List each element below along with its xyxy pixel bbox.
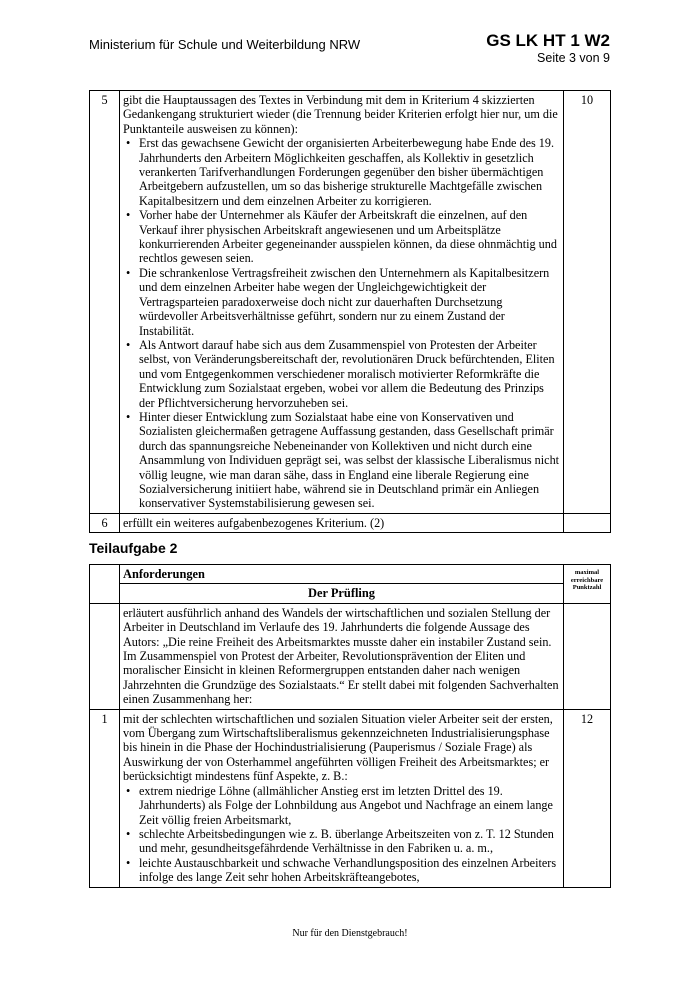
list-item: • extrem niedrige Löhne (allmählicher Anstieg erst im letzten Drittel des 19. Jahrhunderts) als Folge der Lohnbildung aus Angebot und Nachfrage an einem lange Zeit völlig freien Arbeitsmarkt, bbox=[123, 784, 560, 827]
ministry-name: Ministerium für Schule und Weiterbildung NRW bbox=[89, 37, 361, 52]
criterion-points bbox=[564, 513, 611, 532]
criterion-intro: mit der schlechten wirtschaftlichen und sozialen Situation vieler Arbeiter seit der ersten, vom Übergang zum Wirtschaftsliberalismus gekennzeichneten Industrialisierungsphase bis hinein in die Phase der Hochindustrialisierung (Pauperismus / Soziale Frage) als Auswirkung der von Osterhammel angeführten völligen Freiheit des Arbeitsmarktes; er berücksichtigt mindestens fünf Aspekte, z. B.: bbox=[123, 711, 553, 784]
criterion-text bbox=[120, 709, 564, 887]
page-header bbox=[486, 31, 610, 66]
criteria-table-2 bbox=[89, 564, 611, 888]
criterion-intro: gibt die Hauptaussagen des Textes in Verbindung mit dem in Kriterium 4 skizzierten Gedankengang strukturiert wieder (die Trennung beider Kriterien erfolgt hier nur, um die Punktanteile ausweisen zu können): bbox=[123, 93, 558, 136]
page-number: Seite 3 von 9 bbox=[537, 51, 610, 65]
table-row bbox=[90, 709, 611, 887]
exam-code: GS LK HT 1 W2 bbox=[486, 31, 610, 50]
criteria-table-1 bbox=[89, 90, 611, 533]
list-item: • Vorher habe der Unternehmer als Käufer der Arbeitskraft die einzelnen, auf den Verkauf ihrer physischen Arbeitskraft angewiesenen und um Arbeitsplätze konkurrierenden Arbeiter gegeneinander ausspielen können, da diese ohnmächtig und rechtlos gewesen seien. bbox=[123, 208, 560, 266]
criterion-points: 12 bbox=[564, 709, 611, 887]
max-points-heading: maximal erreichbare Punktzahl bbox=[564, 565, 611, 604]
candidate-heading: Der Prüfling bbox=[120, 584, 564, 603]
table-row bbox=[90, 603, 611, 709]
criterion-text bbox=[120, 91, 564, 514]
bullet-list bbox=[123, 784, 560, 885]
table-header-row bbox=[90, 584, 611, 603]
table-header-row bbox=[90, 565, 611, 584]
requirements-heading: Anforderungen bbox=[120, 565, 564, 584]
footer-note: Nur für den Dienstgebrauch! bbox=[292, 928, 408, 939]
criterion-points: 10 bbox=[564, 91, 611, 514]
list-item: • schlechte Arbeitsbedingungen wie z. B. überlange Arbeitszeiten von z. T. 12 Stunden und mehr, gesundheitsgefährdende Verhältnisse in den Fabriken u. a. m., bbox=[123, 827, 560, 856]
list-item: • leichte Austauschbarkeit und schwache Verhandlungsposition des einzelnen Arbeiters infolge des lange Zeit sehr hohen Arbeitskräfteangebotes, bbox=[123, 856, 560, 885]
criterion-text: erfüllt ein weiteres aufgabenbezogenes Kriterium. (2) bbox=[120, 513, 564, 532]
empty-cell bbox=[90, 565, 120, 604]
list-item: • Hinter dieser Entwicklung zum Sozialstaat habe eine von Konservativen und Sozialisten gleichermaßen getragene Auffassung gestanden, dass Gesellschaft primär durch das spannungsreiche Nebeneinander von Kollektiven und nicht durch eine Ansammlung von Individuen geprägt sei, was selbst der klassische Liberalismus nicht völlig leugne, wie man daran sähe, dass in England eine liberale Regierung eine Sozialversicherung initiiert habe, während sie in Deutschland primär ein Anliegen konservativer Systemstabilisierung gewesen sei. bbox=[123, 410, 560, 511]
criterion-number: 6 bbox=[90, 513, 120, 532]
list-item: • Erst das gewachsene Gewicht der organisierten Arbeiterbewegung habe Ende des 19. Jahrhunderts den Arbeitern Möglichkeiten geschaffen, als Kollektiv in gesetzlich verankerten Tarifverhandlungen Forderungen gegenüber den bisher übermächtigen Arbeitgebern aufzustellen, um so das bisherige strukturelle Machtgefälle zwischen Kapitalbesitzern und dem einzelnen Arbeiter zu korrigieren. bbox=[123, 136, 560, 208]
empty-cell bbox=[564, 603, 611, 709]
task-intro: erläutert ausführlich anhand des Wandels der wirtschaftlichen und sozialen Stellung der Arbeiter in Deutschland im Verlaufe des 19. Jahrhunderts die folgende Aussage des Autors: „Die reine Freiheit des Arbeitsmarktes musste daher ein instabiler Zustand sein. Im Zusammenspiel von Protest der Arbeiter, Revolutionsprävention der Eliten und moralischer Einsicht in kleinen Reformergruppen entstanden daher nach wenigen Jahrzehnten die Grundzüge des Sozialstaats.“ Er stellt dabei mit folgenden Sachverhalten einen Zusammenhang her: bbox=[120, 603, 564, 709]
list-item: • Als Antwort darauf habe sich aus dem Zusammenspiel von Protesten der Arbeiter selbst, von Veränderungsbereitschaft der, revolutionären Druck befürchtenden, Eliten und vom Entgegenkommen verschiedener moralisch motivierter Reformkräfte die Entwicklung zum Sozialstaat ergeben, wobei vor allem die Bedeutung des Prinzips der Pflichtversicherung hervorzuheben sei. bbox=[123, 338, 560, 410]
list-item: • Die schrankenlose Vertragsfreiheit zwischen den Unternehmern als Kapitalbesitzern und dem einzelnen Arbeiter habe wegen der Ungleichgewichtigkeit der Vertragsparteien paradoxerweise doch nicht zur dauerhaften Durchsetzung würdevoller Arbeitsverhältnisse geführt, sondern nur zu einem Zustand der Instabilität. bbox=[123, 266, 560, 338]
criterion-number: 5 bbox=[90, 91, 120, 514]
table-row bbox=[90, 513, 611, 532]
table-row bbox=[90, 91, 611, 514]
bullet-list bbox=[123, 136, 560, 511]
criterion-number: 1 bbox=[90, 709, 120, 887]
empty-cell bbox=[90, 603, 120, 709]
section-title: Teilaufgabe 2 bbox=[89, 540, 178, 556]
